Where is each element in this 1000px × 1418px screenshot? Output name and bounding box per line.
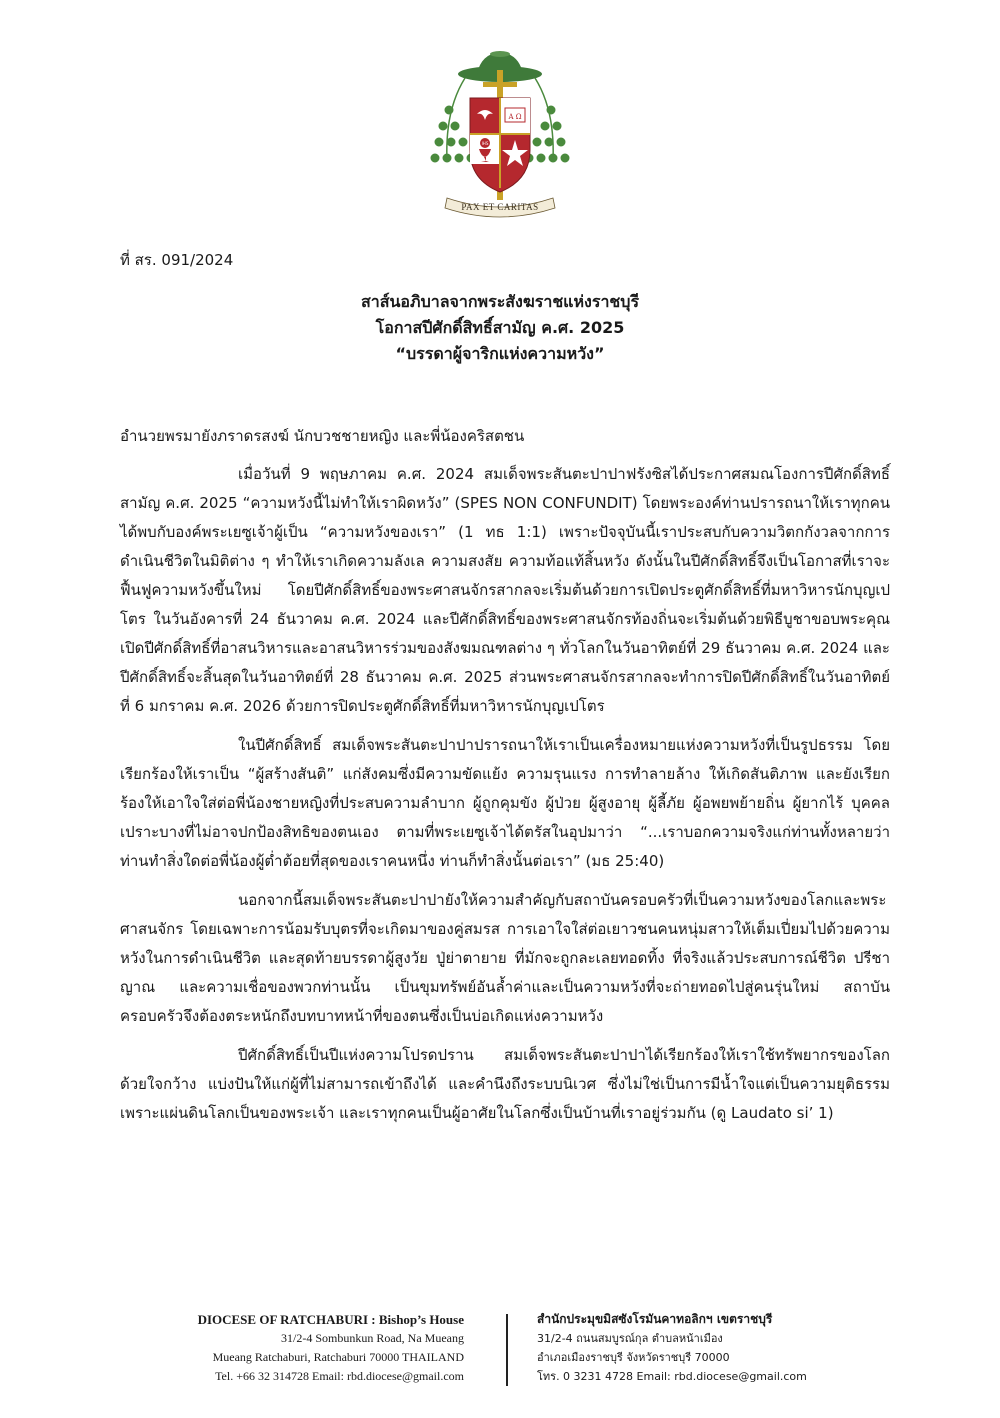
footer-org-name-th: สำนักประมุขมิสซังโรมันคาทอลิกฯ เขตราชบุรี	[537, 1312, 773, 1326]
body-paragraph: ในปีศักดิ์สิทธิ์ สมเด็จพระสันตะปาปาปรารถนาให้เราเป็นเครื่องหมายแห่งความหวังที่เป็นรูปธรรม โดยเรียกร้องให้เราเป็น “ผู้สร้างสันติ” แก่สังคมซึ่งมีความขัดแย้ง ความรุนแรง การทำลายล้าง ให้เกิดสันติภาพ และยังเรียกร้องให้เอาใจใส่ต่อพี่น้องชายหญิงที่ประสบความลำบาก ผู้ถูกคุมขัง ผู้ป่วย ผู้สูงอายุ ผู้ลี้ภัย ผู้อพยพย้ายถิ่น ผู้ยากไร้ บุคคลเปราะบางที่ไม่อาจปกป้องสิทธิของตนเอง ตามที่พระเยซูเจ้าได้ตรัสในอุปมาว่า “...เราบอกความจริงแก่ท่านทั้งหลายว่า ท่านทำสิ่งใดต่อพี่น้องผู้ต่ำต้อยที่สุดของเราคนหนึ่ง ท่านก็ทำสิ่งนั้นต่อเรา” (มธ 25:40)	[120, 736, 890, 870]
reference-number: ที่ สร. 091/2024	[120, 251, 234, 269]
letter-title-block	[200, 289, 800, 367]
footer-contact-line: Tel. +66 32 314728 Email: rbd.diocese@gmail.com	[215, 1369, 464, 1383]
host-text: IHS	[481, 141, 489, 146]
shield-icon	[470, 98, 530, 192]
body-paragraph: นอกจากนี้สมเด็จพระสันตะปาปายังให้ความสำคัญกับสถาบันครอบครัวที่เป็นความหวังของโลกและพระศาสนจักร โดยเฉพาะการน้อมรับบุตรที่จะเกิดมาของคู่สมรส การเอาใจใส่ต่อเยาวชนคนหนุ่มสาวให้เต็มเปี่ยมไปด้วยความหวังในการดำเนินชีวิต และสุดท้ายบรรดาผู้สูงวัย ปู่ย่าตายาย ที่มักจะถูกละเลยทอดทิ้ง ที่จริงแล้วประสบการณ์ชีวิต ปรีชาญาณ และความเชื่อของพวกท่านนั้น เป็นขุมทรัพย์อันล้ำค่าและเป็นความหวังที่จะถ่ายทอดไปสู่คนรุ่นใหม่ สถาบันครอบครัวจึงต้องตระหนักถึงบทบาทหน้าที่ของตนซึ่งเป็นบ่อเกิดแห่งความหวัง	[120, 891, 890, 1025]
motto-text: PAX ET CARITAS	[461, 202, 539, 212]
motto-scroll	[445, 198, 555, 217]
bishop-coat-of-arms	[425, 40, 575, 220]
footer-address-line: อำเภอเมืองราชบุรี จังหวัดราชบุรี 70000	[537, 1351, 730, 1364]
footer-english-address	[198, 1310, 464, 1386]
footer-org-name-en: DIOCESE OF RATCHABURI : Bishop’s House	[197, 1312, 464, 1327]
footer-thai-address	[537, 1310, 807, 1386]
body-paragraph: เมื่อวันที่ 9 พฤษภาคม ค.ศ. 2024 สมเด็จพระสันตะปาปาฟรังซิสได้ประกาศสมณโองการปีศักดิ์สิทธิ์สามัญ ค.ศ. 2025 “ความหวังนี้ไม่ทำให้เราผิดหวัง” (SPES NON CONFUNDIT) โดยพระองค์ท่านปรารถนาให้เราทุกคนได้พบกับองค์พระเยซูเจ้าผู้เป็น “ความหวังของเรา” (1 ทธ 1:1) เพราะปัจจุบันนี้เราประสบกับความวิตกกังวลจากการดำเนินชีวิตในมิติต่าง ๆ ทำให้เราเกิดความลังเล ความสงสัย ความท้อแท้สิ้นหวัง ดังนั้นในปีศักดิ์สิทธิ์จึงเป็นโอกาสที่เราจะฟื้นฟูความหวังขึ้นใหม่ โดยปีศักดิ์สิทธิ์ของพระศาสนจักรสากลจะเริ่มต้นด้วยการเปิดประตูศักดิ์สิทธิ์ที่มหาวิหารนักบุญเปโตร ในวันอังคารที่ 24 ธันวาคม ค.ศ. 2024 และปีศักดิ์สิทธิ์ของพระศาสนจักรท้องถิ่นจะเริ่มต้นด้วยพิธีบูชาขอบพระคุณเปิดปีศักดิ์สิทธิ์ที่อาสนวิหารและอาสนวิหารร่วมของสังฆมณฑลต่าง ๆ ทั่วโลกในวันอาทิตย์ที่ 29 ธันวาคม ค.ศ. 2024 และปีศักดิ์สิทธิ์จะสิ้นสุดในวันอาทิตย์ที่ 28 ธันวาคม ค.ศ. 2025 ส่วนพระศาสนจักรสากลจะทำการปิดปีศักดิ์สิทธิ์ในวันอาทิตย์ที่ 6 มกราคม ค.ศ. 2026 ด้วยการปิดประตูศักดิ์สิทธิ์ที่มหาวิหารนักบุญเปโตร	[120, 465, 890, 715]
letterhead-footer	[0, 1310, 1000, 1390]
footer-address-line: Mueang Ratchaburi, Ratchaburi 70000 THAILAND	[212, 1350, 464, 1364]
book-text: A Ω	[508, 113, 522, 121]
letter-title-line: สาส์นอภิบาลจากพระสังฆราชแห่งราชบุรี	[360, 292, 640, 311]
footer-address-line: 31/2-4 Sombunkun Road, Na Mueang	[281, 1331, 464, 1345]
greeting: อำนวยพรมายังภราดรสงฆ์ นักบวชชายหญิง และพี่น้องคริสตชน	[120, 427, 525, 445]
letter-title-line: โอกาสปีศักดิ์สิทธิ์สามัญ ค.ศ. 2025	[375, 318, 625, 337]
letter-title-line: “บรรดาผู้จาริกแห่งความหวัง”	[395, 344, 605, 363]
body-paragraph: ปีศักดิ์สิทธิ์เป็นปีแห่งความโปรดปราน สมเด็จพระสันตะปาปาได้เรียกร้องให้เราใช้ทรัพยากรของโลกด้วยใจกว้าง แบ่งปันให้แก่ผู้ที่ไม่สามารถเข้าถึงได้ และคำนึงถึงระบบนิเวศ ซึ่งไม่ใช่เป็นการมีน้ำใจแต่เป็นความยุติธรรม เพราะแผ่นดินโลกเป็นของพระเจ้า และเราทุกคนเป็นผู้อาศัยในโลกซึ่งเป็นบ้านที่เราอยู่ร่วมกัน (ดู Laudato si’ 1)	[120, 1046, 890, 1122]
footer-address-line: 31/2-4 ถนนสมบูรณ์กุล ตำบลหน้าเมือง	[537, 1332, 723, 1345]
footer-divider	[506, 1314, 508, 1386]
footer-contact-line: โทร. 0 3231 4728 Email: rbd.diocese@gmail.com	[537, 1370, 807, 1383]
letter-body	[120, 460, 890, 1138]
